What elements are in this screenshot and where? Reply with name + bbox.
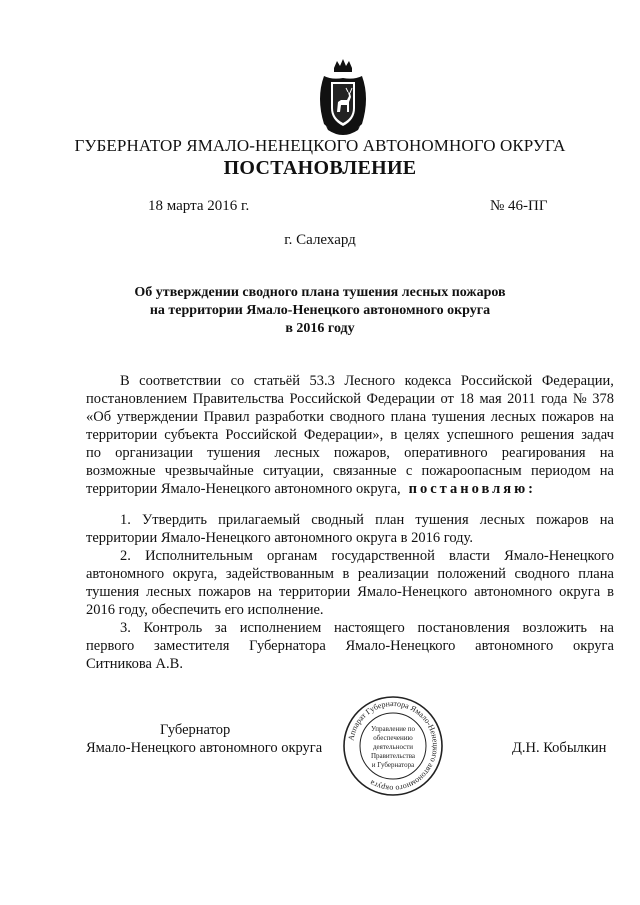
stamp-inner-line: обеспечению — [373, 734, 413, 742]
stamp-inner-line: деятельности — [372, 743, 414, 751]
item-2-line: автономного округа, задействованным в реализации положений сводного плана — [86, 566, 614, 582]
item-3-line: Ситникова А.В. — [86, 656, 183, 672]
text-line: возможные чрезвычайные ситуации, связанные с пожароопасным периодом на — [86, 463, 614, 479]
item-2-line: 2016 году, обеспечить его исполнение. — [86, 602, 324, 618]
text-line: по организации тушения лесных пожаров, оперативного реагирования на — [86, 445, 614, 461]
stamp-ring-text: Аппарат Губернатора Ямало-Ненецкого автономного округа — [346, 698, 441, 794]
doc-date: 18 марта 2016 г. — [148, 198, 250, 214]
subject-line: на территории Ямало-Ненецкого автономного округа — [149, 303, 491, 318]
item-2-line: тушения лесных пожаров на территории Ямало-Ненецкого автономного округа в — [86, 584, 614, 600]
text-line: «Об утверждении Правил разработки сводного плана тушения лесных пожаров на — [86, 409, 614, 425]
text-line: территории субъекта Российской Федерации», в целях успешного решения задач — [86, 427, 614, 443]
item-1-line: территории Ямало-Ненецкого автономного округа в 2016 году. — [86, 530, 473, 546]
stamp-inner-line: Правительства — [370, 752, 416, 760]
item-3-line: 3. Контроль за исполнением настоящего постановления возложить на — [120, 620, 614, 636]
org-title: ГУБЕРНАТОР ЯМАЛО-НЕНЕЦКОГО АВТОНОМНОГО ОКРУГА — [74, 136, 566, 155]
doc-subject — [0, 284, 640, 338]
text-line-part: территории Ямало-Ненецкого автономного округа, — [86, 481, 401, 497]
subject-line: Об утверждении сводного плана тушения лесных пожаров — [134, 285, 506, 300]
decree-word: постановляю: — [408, 481, 537, 497]
item-3-line: первого заместителя Губернатора Ямало-Ненецкого автономного округа — [86, 638, 614, 654]
item-2-line: 2. Исполнительным органам государственной власти Ямало-Ненецкого — [120, 548, 614, 564]
signatory-title-2: Ямало-Ненецкого автономного округа — [86, 740, 323, 756]
stamp-inner-line: и Губернатора — [371, 761, 415, 769]
text-line: В соответствии со статьёй 53.3 Лесного кодекса Российской Федерации, — [120, 373, 614, 389]
subject-line: в 2016 году — [285, 321, 355, 336]
signatory-name: Д.Н. Кобылкин — [512, 740, 607, 756]
doc-city: г. Салехард — [284, 232, 356, 248]
text-line — [86, 480, 614, 498]
preamble-paragraph — [86, 372, 614, 498]
official-stamp — [342, 695, 444, 797]
item-1-line: 1. Утвердить прилагаемый сводный план тушения лесных пожаров на — [120, 512, 614, 528]
signatory-title: Губернатор — [160, 722, 231, 738]
doc-number: № 46-ПГ — [490, 198, 548, 214]
doc-type-title: ПОСТАНОВЛЕНИЕ — [223, 157, 417, 179]
text-line: постановлением Правительства Российской Федерации от 18 мая 2011 года № 378 — [86, 391, 614, 407]
decree-items — [86, 511, 614, 673]
stamp-inner-line: Управление по — [370, 725, 416, 733]
coat-of-arms-icon — [314, 58, 372, 138]
